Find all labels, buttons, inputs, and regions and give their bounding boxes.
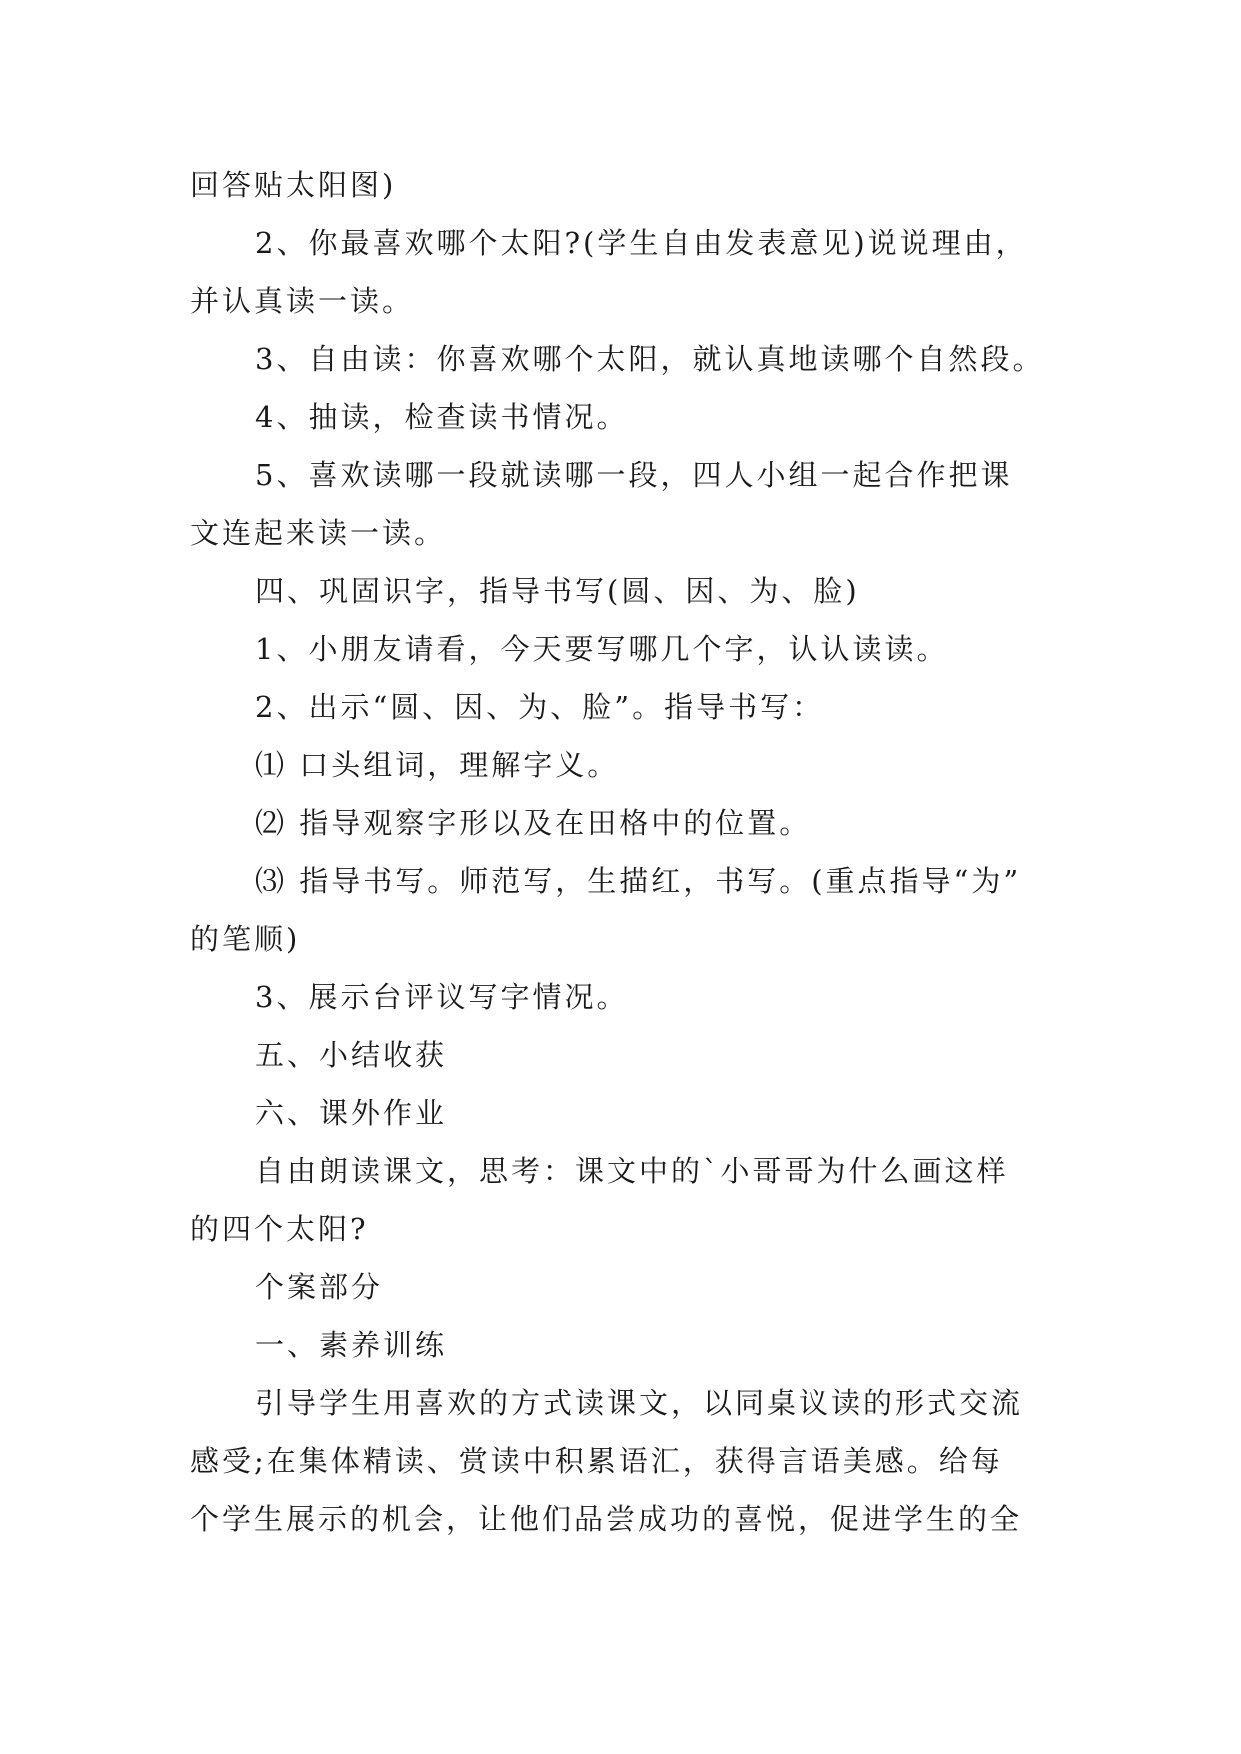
text-line: 的四个太阳? <box>190 1212 369 1246</box>
text-line: 回答贴太阳图) <box>190 168 397 202</box>
text-line: 六、课外作业 <box>255 1096 448 1130</box>
text-line: 个案部分 <box>255 1270 384 1304</box>
text-line: 五、小结收获 <box>255 1038 448 1072</box>
text-line: ⑵ 指导观察字形以及在田格中的位置。 <box>255 806 812 840</box>
text-line: 一、素养训练 <box>255 1328 448 1362</box>
text-line: ⑴ 口头组词，理解字义。 <box>255 748 620 782</box>
text-line: 感受;在集体精读、赏读中积累语汇，获得言语美感。给每 <box>190 1444 1003 1478</box>
text-line: 并认真读一读。 <box>190 284 415 318</box>
text-line: 自由朗读课文，思考：课文中的`小哥哥为什么画这样 <box>255 1154 1009 1188</box>
text-line: 2、出示“圆、因、为、脸”。指导书写： <box>255 690 825 724</box>
text-line: 4、抽读，检查读书情况。 <box>255 400 629 434</box>
text-line: ⑶ 指导书写。师范写，生描红，书写。(重点指导“为” <box>255 864 1022 898</box>
text-line: 文连起来读一读。 <box>190 516 447 550</box>
document-body <box>190 156 1070 1548</box>
text-line: 的笔顺) <box>190 922 301 956</box>
text-line: 1、小朋友请看，今天要写哪几个字，认认读读。 <box>255 632 949 666</box>
text-line: 3、展示台评议写字情况。 <box>255 980 629 1014</box>
text-line: 5、喜欢读哪一段就读哪一段，四人小组一起合作把课 <box>255 458 1013 492</box>
text-line: 个学生展示的机会，让他们品尝成功的喜悦，促进学生的全 <box>190 1502 1023 1536</box>
text-line: 3、自由读：你喜欢哪个太阳，就认真地读哪个自然段。 <box>255 342 1045 376</box>
text-line: 四、巩固识字，指导书写(圆、因、为、脸) <box>255 574 860 608</box>
text-line: 2、你最喜欢哪个太阳?(学生自由发表意见)说说理由， <box>255 226 1028 260</box>
text-line: 引导学生用喜欢的方式读课文，以同桌议读的形式交流 <box>255 1386 1024 1420</box>
